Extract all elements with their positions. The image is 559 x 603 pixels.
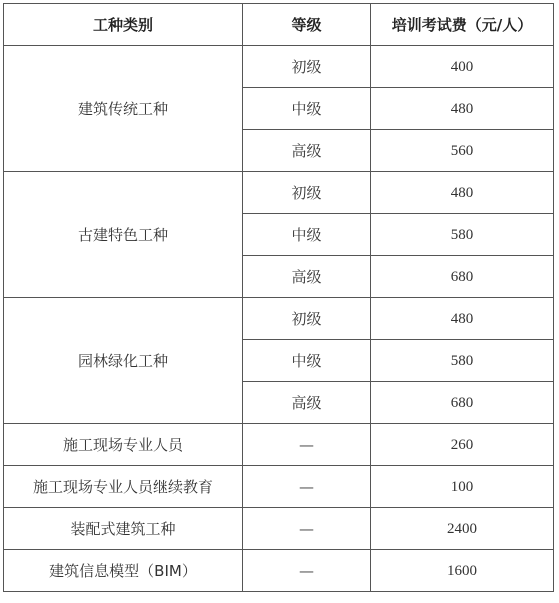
category-cell: 建筑信息模型（BIM） [4, 550, 243, 592]
header-row [4, 4, 554, 46]
level-cell: — [243, 550, 371, 592]
header-fee: 培训考试费（元/人） [371, 4, 554, 46]
fee-cell: 1600 [371, 550, 554, 592]
fee-table [3, 3, 554, 592]
level-cell: 高级 [243, 256, 371, 298]
table-row [4, 424, 554, 466]
category-cell: 施工现场专业人员 [4, 424, 243, 466]
header-category: 工种类别 [4, 4, 243, 46]
level-cell: — [243, 424, 371, 466]
level-cell: 中级 [243, 88, 371, 130]
fee-cell: 100 [371, 466, 554, 508]
table-row [4, 172, 554, 214]
table-row [4, 508, 554, 550]
table-row [4, 298, 554, 340]
category-cell: 施工现场专业人员继续教育 [4, 466, 243, 508]
category-cell: 古建特色工种 [4, 172, 243, 298]
fee-cell: 680 [371, 256, 554, 298]
level-cell: 初级 [243, 172, 371, 214]
category-cell: 装配式建筑工种 [4, 508, 243, 550]
fee-cell: 400 [371, 46, 554, 88]
fee-cell: 480 [371, 88, 554, 130]
level-cell: 高级 [243, 382, 371, 424]
level-cell: 初级 [243, 46, 371, 88]
level-cell: 高级 [243, 130, 371, 172]
level-cell: 初级 [243, 298, 371, 340]
level-cell: 中级 [243, 340, 371, 382]
level-cell: — [243, 466, 371, 508]
category-cell: 建筑传统工种 [4, 46, 243, 172]
fee-cell: 580 [371, 340, 554, 382]
fee-cell: 480 [371, 172, 554, 214]
level-cell: 中级 [243, 214, 371, 256]
table-row [4, 46, 554, 88]
fee-cell: 2400 [371, 508, 554, 550]
fee-cell: 680 [371, 382, 554, 424]
fee-cell: 480 [371, 298, 554, 340]
fee-cell: 580 [371, 214, 554, 256]
table-row [4, 550, 554, 592]
header-level: 等级 [243, 4, 371, 46]
category-cell: 园林绿化工种 [4, 298, 243, 424]
fee-cell: 560 [371, 130, 554, 172]
level-cell: — [243, 508, 371, 550]
table-row [4, 466, 554, 508]
fee-cell: 260 [371, 424, 554, 466]
